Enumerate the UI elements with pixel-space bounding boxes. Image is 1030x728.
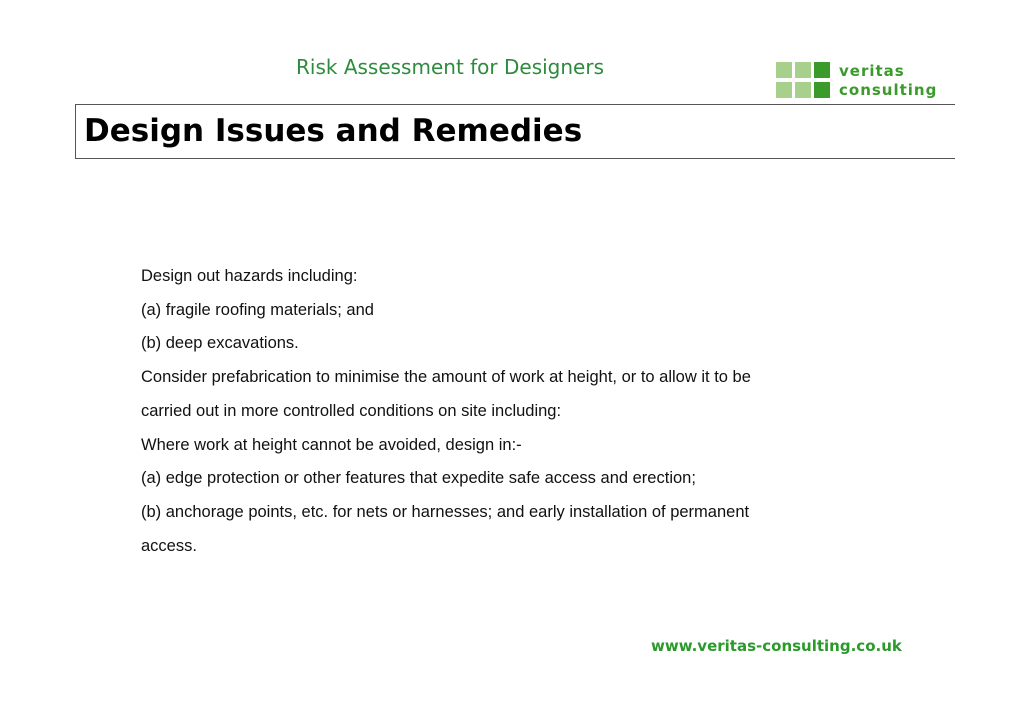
- logo-wordmark: [839, 62, 937, 100]
- veritas-consulting-logo: [776, 60, 938, 104]
- logo-line-1: veritas: [839, 62, 905, 80]
- body-line: Design out hazards including:: [141, 267, 358, 285]
- body-line: (a) edge protection or other features that expedite safe access and erection;: [141, 469, 696, 488]
- body-line: carried out in more controlled conditions on site including:: [141, 401, 562, 420]
- logo-line-2: consulting: [839, 81, 938, 99]
- body-line: access.: [141, 536, 197, 555]
- logo-grid-icon: [776, 62, 832, 102]
- slide-title: Design Issues and Remedies: [84, 113, 583, 149]
- body-line: Where work at height cannot be avoided, design in:-: [141, 435, 522, 454]
- body-line: (b) anchorage points, etc. for nets or harnesses; and early installation of permanent: [141, 502, 750, 521]
- presentation-subtitle: Risk Assessment for Designers: [296, 55, 604, 79]
- body-line: (a) fragile roofing materials; and: [141, 300, 374, 319]
- slide-title-bar: [75, 104, 955, 159]
- slide-body: [141, 260, 901, 563]
- body-line: Consider prefabrication to minimise the amount of work at height, or to allow it to be: [141, 368, 751, 387]
- body-line: (b) deep excavations.: [141, 334, 299, 353]
- footer-website-link[interactable]: www.veritas-consulting.co.uk: [651, 637, 902, 655]
